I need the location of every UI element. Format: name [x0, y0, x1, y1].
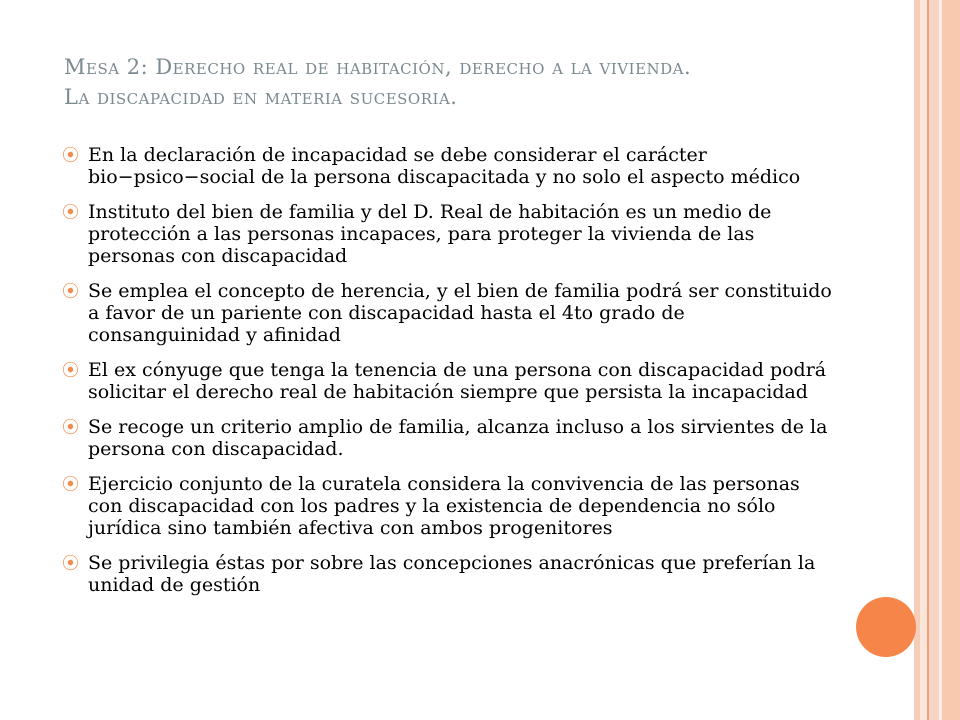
bullet-text: Se privilegia éstas por sobre las concepciones anacrónicas que preferían la unidad de gestión	[88, 552, 816, 596]
bullet-item	[62, 280, 832, 346]
bullet-item	[62, 416, 832, 460]
decorative-side-stripes	[914, 0, 960, 720]
bullet-icon: ⦿	[62, 282, 79, 302]
bullet-item	[62, 144, 832, 188]
bullet-item	[62, 473, 832, 539]
bullet-icon: ⦿	[62, 418, 79, 438]
stripe	[920, 0, 927, 720]
bullet-icon: ⦿	[62, 554, 79, 574]
bullet-icon: ⦿	[62, 203, 79, 223]
bullet-text: En la declaración de incapacidad se debe considerar el carácter bio−psico−social de la persona discapacitada y no solo el aspecto médico	[88, 144, 801, 188]
bullet-icon: ⦿	[62, 146, 79, 166]
title-line-2: La discapacidad en materia sucesoria.	[64, 85, 458, 109]
bullet-text: El ex cónyuge que tenga la tenencia de una persona con discapacidad podrá solicitar el derecho real de habitación siempre que persista la incapacidad	[88, 359, 827, 403]
bullet-list	[62, 144, 832, 609]
title-line-1: Mesa 2: Derecho real de habitación, derecho a la vivienda.	[64, 55, 692, 79]
slide-title	[64, 52, 884, 112]
bullet-text: Se emplea el concepto de herencia, y el bien de familia podrá ser constituido a favor de un pariente con discapacidad hasta el 4to grado de consanguinidad y afinidad	[88, 280, 832, 346]
bullet-icon: ⦿	[62, 361, 79, 381]
decorative-orange-circle	[856, 597, 916, 657]
stripe	[929, 0, 939, 720]
bullet-text: Instituto del bien de familia y del D. Real de habitación es un medio de protección a las personas incapaces, para proteger la vivienda de las personas con discapacidad	[88, 201, 772, 267]
bullet-item	[62, 359, 832, 403]
bullet-text: Se recoge un criterio amplio de familia, alcanza incluso a los sirvientes de la persona con discapacidad.	[88, 416, 828, 460]
bullet-item	[62, 552, 832, 596]
bullet-item	[62, 201, 832, 267]
bullet-icon: ⦿	[62, 475, 79, 495]
bullet-text: Ejercicio conjunto de la curatela considera la convivencia de las personas con discapacidad con los padres y la existencia de dependencia no sólo jurídica sino también afectiva con ambos progenitores	[88, 473, 800, 539]
stripe	[942, 0, 960, 720]
